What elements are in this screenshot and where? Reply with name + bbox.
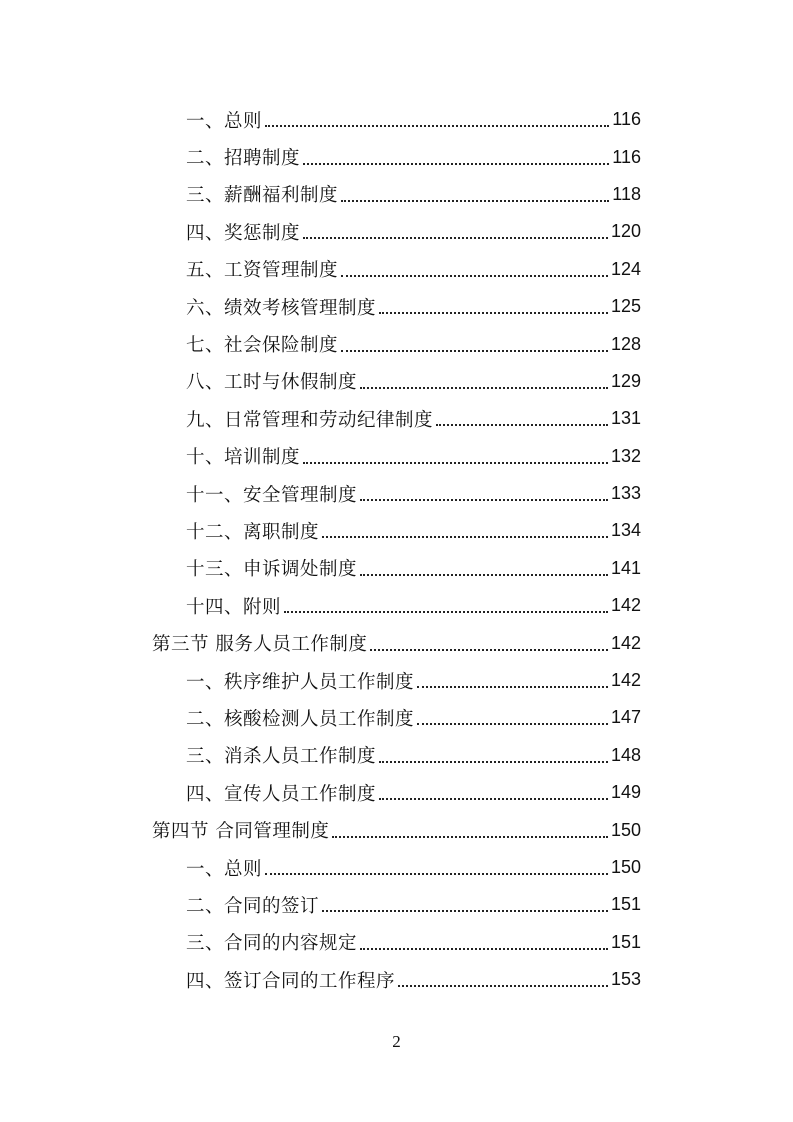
toc-entry-page: 131 (610, 408, 641, 429)
toc-entry-label: 十四、附则 (186, 596, 282, 618)
toc-entry-label: 五、工资管理制度 (186, 260, 339, 282)
dot-leader (436, 423, 608, 426)
toc-entry-label: 一、总则 (186, 110, 263, 132)
toc-entry-label: 二、合同的签订 (186, 895, 320, 917)
toc-entry[interactable] (0, 924, 793, 961)
toc-entry-label: 四、签订合同的工作程序 (186, 970, 396, 992)
dot-leader (322, 535, 608, 538)
toc-entry-page: 118 (612, 183, 641, 204)
toc-entry-label: 八、工时与休假制度 (186, 372, 358, 394)
toc-entry[interactable] (0, 961, 793, 998)
toc-entry[interactable] (0, 475, 793, 512)
toc-entry[interactable] (0, 213, 793, 250)
dot-leader (379, 760, 608, 763)
toc-entry-page: 151 (610, 931, 641, 952)
toc-entry[interactable] (0, 325, 793, 362)
toc-entry[interactable] (0, 662, 793, 699)
toc-section-entry[interactable] (0, 811, 793, 848)
toc-entry[interactable] (0, 587, 793, 624)
toc-entry[interactable] (0, 251, 793, 288)
dot-leader (303, 236, 608, 239)
toc-entry-label: 一、总则 (186, 858, 263, 880)
toc-entry-page: 133 (610, 483, 641, 504)
toc-entry-page: 141 (610, 557, 641, 578)
dot-leader (341, 274, 608, 277)
dot-leader (332, 835, 608, 838)
dot-leader (284, 610, 608, 613)
toc-entry-page: 151 (610, 894, 641, 915)
dot-leader (360, 573, 608, 576)
toc-entry[interactable] (0, 774, 793, 811)
toc-entry-label: 四、奖惩制度 (186, 222, 301, 244)
table-of-contents (0, 101, 793, 998)
toc-entry[interactable] (0, 737, 793, 774)
toc-entry-page: 150 (610, 857, 641, 877)
toc-section-entry[interactable] (0, 624, 793, 661)
toc-entry-label: 六、绩效考核管理制度 (186, 297, 377, 319)
dot-leader (417, 722, 608, 725)
toc-entry-page: 128 (610, 333, 641, 354)
toc-entry-page: 134 (610, 520, 641, 541)
toc-entry-page: 116 (612, 109, 641, 130)
toc-entry[interactable] (0, 550, 793, 587)
dot-leader (265, 872, 608, 875)
toc-entry-label: 九、日常管理和劳动纪律制度 (186, 409, 434, 431)
dot-leader (341, 349, 608, 352)
toc-entry-label: 十一、安全管理制度 (186, 484, 358, 506)
toc-entry-page: 132 (610, 445, 641, 466)
toc-entry-label: 七、社会保险制度 (186, 335, 339, 357)
toc-entry[interactable] (0, 699, 793, 736)
toc-entry-label: 一、秩序维护人员工作制度 (186, 671, 415, 693)
toc-entry-page: 149 (610, 782, 641, 803)
dot-leader (360, 386, 608, 389)
toc-entry-page: 142 (610, 670, 641, 691)
toc-entry-page: 125 (610, 296, 641, 317)
toc-entry[interactable] (0, 438, 793, 475)
dot-leader (322, 909, 608, 912)
dot-leader (341, 199, 609, 202)
toc-entry-page: 142 (610, 595, 641, 616)
dot-leader (303, 461, 608, 464)
toc-entry[interactable] (0, 288, 793, 325)
toc-entry[interactable] (0, 512, 793, 549)
toc-entry-label: 十二、离职制度 (186, 521, 320, 543)
toc-entry-page: 124 (610, 258, 641, 279)
toc-entry[interactable] (0, 849, 793, 886)
dot-leader (370, 648, 608, 651)
dot-leader (379, 311, 608, 314)
dot-leader (360, 947, 608, 950)
toc-entry-page: 142 (610, 632, 641, 653)
toc-entry[interactable] (0, 176, 793, 213)
page-number: 2 (392, 1032, 401, 1051)
toc-entry-label: 十、培训制度 (186, 447, 301, 469)
dot-leader (265, 124, 609, 127)
toc-entry[interactable] (0, 400, 793, 437)
toc-entry-label: 三、薪酬福利制度 (186, 185, 339, 207)
dot-leader (417, 685, 608, 688)
dot-leader (360, 498, 608, 501)
toc-entry[interactable] (0, 363, 793, 400)
toc-entry-page: 148 (610, 744, 641, 765)
toc-entry-page: 120 (610, 221, 641, 242)
dot-leader (303, 162, 609, 165)
toc-entry-label: 第四节 合同管理制度 (152, 821, 330, 843)
toc-entry-label: 四、宣传人员工作制度 (186, 783, 377, 805)
toc-entry-page: 129 (610, 370, 641, 391)
toc-entry-page: 153 (610, 969, 641, 990)
dot-leader (398, 984, 608, 987)
toc-entry-label: 二、核酸检测人员工作制度 (186, 708, 415, 730)
toc-entry-label: 二、招聘制度 (186, 148, 301, 170)
toc-entry-label: 第三节 服务人员工作制度 (152, 634, 368, 656)
toc-entry-label: 三、合同的内容规定 (186, 933, 358, 955)
toc-entry-page: 150 (610, 819, 641, 840)
toc-entry[interactable] (0, 886, 793, 923)
toc-entry[interactable] (0, 138, 793, 175)
toc-entry-page: 147 (610, 707, 641, 728)
dot-leader (379, 797, 608, 800)
toc-entry[interactable] (0, 101, 793, 138)
toc-entry-label: 十三、申诉调处制度 (186, 559, 358, 581)
toc-entry-label: 三、消杀人员工作制度 (186, 746, 377, 768)
toc-entry-page: 116 (612, 146, 641, 167)
